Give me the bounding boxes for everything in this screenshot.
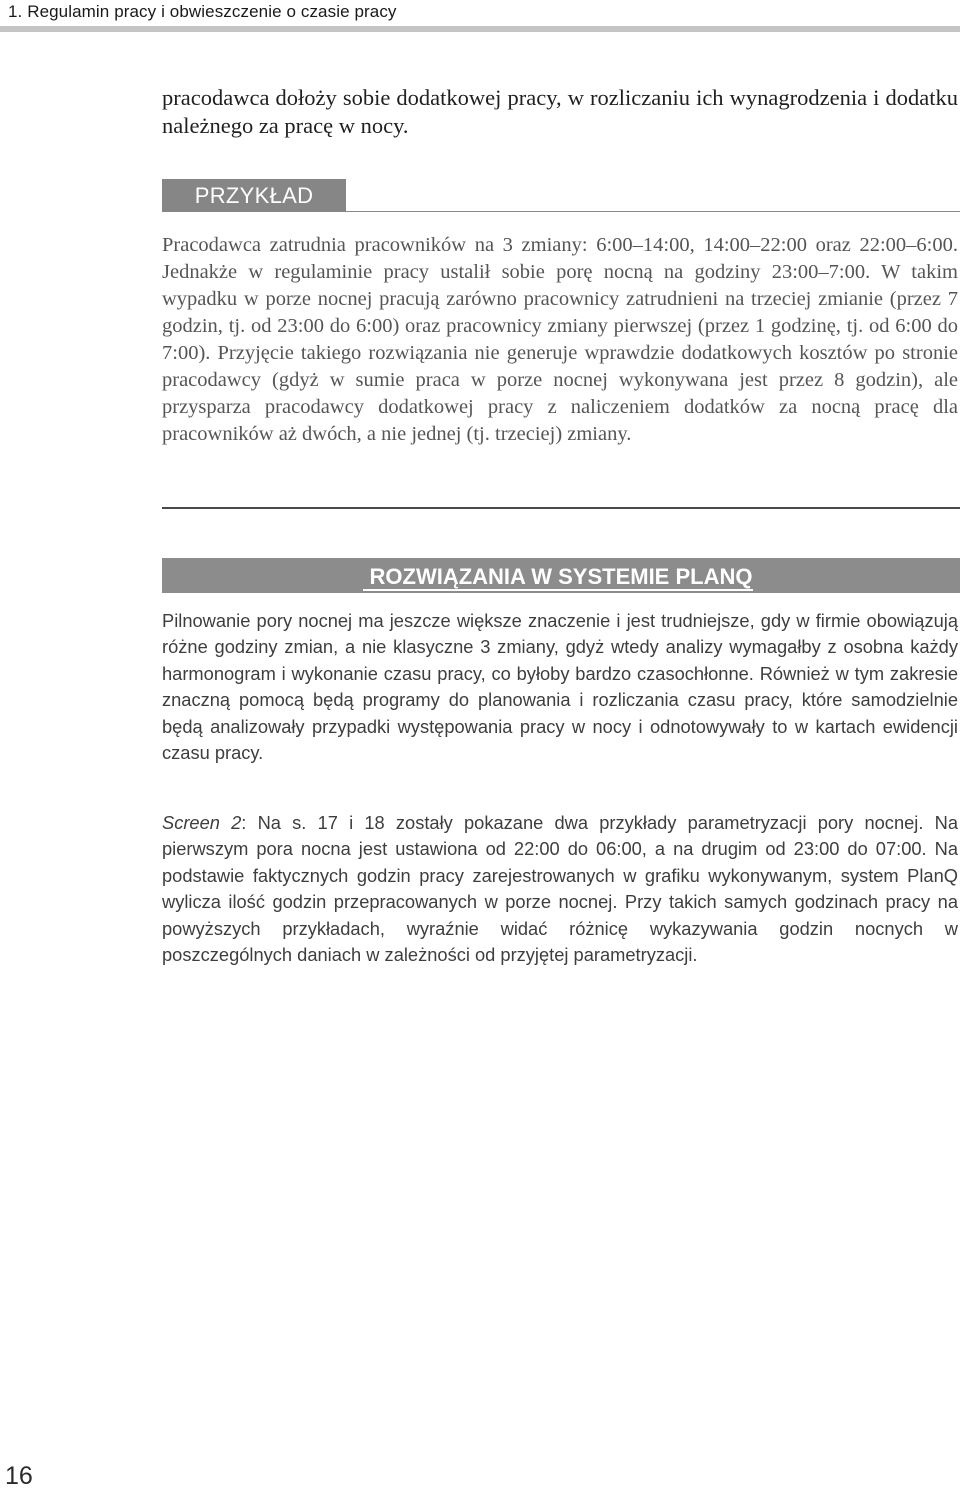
example-label: PRZYKŁAD bbox=[162, 179, 346, 212]
example-end-rule bbox=[162, 507, 960, 509]
example-paragraph: Pracodawca zatrudnia pracowników na 3 zmiany: 6:00–14:00, 14:00–22:00 oraz 22:00–6:00. Jednakże w regulaminie pracy ustalił sobie porę nocną na godziny 23:00–7:00. W takim wypadku w porze nocnej pracują zarówno pracownicy zatrudnieni na trzeciej zmianie (przez 7 godzin, tj. od 23:00 do 6:00) oraz pracownicy zmiany pierwszej (przez 1 godzinę, tj. od 6:00 do 7:00). Przyjęcie takiego rozwiązania nie generuje wprawdzie dodatkowych kosztów po stronie pracodawcy (gdyż w sumie praca w porze nocnej wykonywana jest przez 8 godzin), ale przysparza pracodawcy dodatkowej pracy z naliczeniem dodatków za nocną pracę dla pracowników aż dwóch, a nie jednej (tj. trzeciej) zmiany. bbox=[162, 234, 958, 445]
solution-title: ROZWIĄZANIA W SYSTEMIE PLANQ bbox=[369, 564, 753, 589]
page-number: 16 bbox=[5, 1462, 33, 1490]
example-heading-bar bbox=[162, 179, 960, 212]
running-header: 1. Regulamin pracy i obwieszczenie o czasie pracy bbox=[8, 2, 397, 21]
solution-title-underline bbox=[363, 589, 753, 591]
header-rule bbox=[0, 26, 960, 32]
intro-paragraph: pracodawca dołoży sobie dodatkowej pracy, w rozliczaniu ich wynagrodzenia i dodatku należnego za pracę w nocy. bbox=[162, 85, 958, 138]
screen-label: Screen 2 bbox=[162, 812, 242, 833]
solution-heading-bar bbox=[162, 558, 960, 593]
example-heading-rule bbox=[346, 211, 960, 212]
screen-paragraph bbox=[162, 810, 958, 968]
solution-paragraph: Pilnowanie pory nocnej ma jeszcze większe znaczenie i jest trudniejsze, gdy w firmie obowiązują różne godziny zmian, a nie klasyczne 3 zmiany, gdyż wtedy analizy wymagałby z osobna każdy harmonogram i wykonanie czasu pracy, co byłoby bardzo czasochłonne. Również w tym zakresie znaczną pomocą będą programy do planowania i rozliczania czasu pracy, które samodzielnie będą analizowały przypadki występowania pracy w nocy i odnotowywały to w kartach ewidencji czasu pracy. bbox=[162, 610, 958, 764]
screen-text: : Na s. 17 i 18 zostały pokazane dwa przykłady parametryzacji pory nocnej. Na pierwszym pora nocna jest ustawiona od 22:00 do 06:00, a na drugim od 23:00 do 07:00. Na podstawie faktycznych godzin pracy zarejestrowanych w grafiku wykonywanym, system PlanQ wylicza ilość godzin przepracowanych w porze nocnej. Przy takich samych godzinach pracy na powyższych przykładach, wyraźnie widać różnicę wykazywania godzin nocnych w poszczególnych daniach w zależności od przyjętej parametryzacji. bbox=[162, 812, 958, 966]
